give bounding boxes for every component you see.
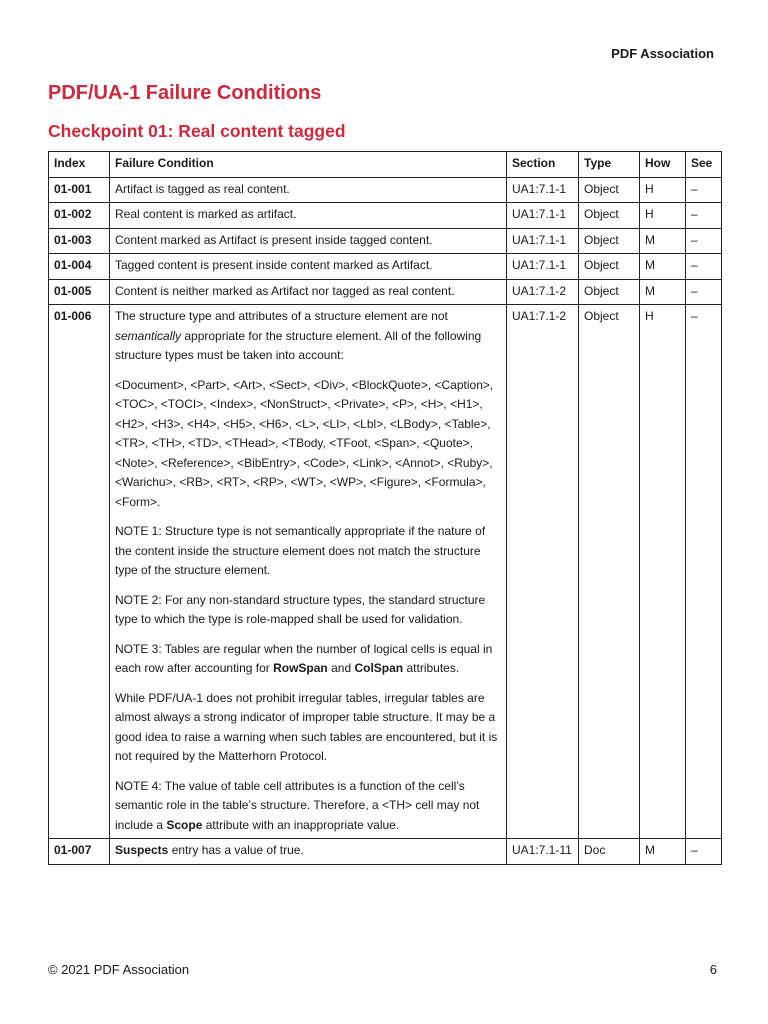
row-how: M	[640, 254, 686, 280]
keyword-colspan: ColSpan	[354, 661, 404, 675]
note-text: NOTE 3: Tables are regular when the number of logical cells is equal in each row after accounting for	[115, 641, 493, 675]
row-index: 01-001	[49, 177, 110, 203]
row-type: Object	[579, 279, 640, 305]
row-section: UA1:7.1-11	[507, 839, 579, 865]
row-see: –	[686, 305, 722, 839]
row-how: H	[640, 177, 686, 203]
table-row	[49, 177, 722, 203]
row-how: M	[640, 839, 686, 865]
page-title: PDF/UA-1 Failure Conditions	[48, 82, 322, 104]
row-section: UA1:7.1-1	[507, 254, 579, 280]
column-header-type: Type	[579, 152, 640, 178]
row-how: H	[640, 203, 686, 229]
table-row	[49, 228, 722, 254]
condition-text: entry has a value of true.	[168, 843, 304, 857]
column-header-failure-condition: Failure Condition	[110, 152, 507, 178]
row-condition: Tagged content is present inside content marked as Artifact.	[110, 254, 507, 280]
row-type: Object	[579, 254, 640, 280]
footer-copyright: © 2021 PDF Association	[48, 962, 190, 977]
note-text: attribute with an inappropriate value.	[202, 817, 400, 832]
note-1: NOTE 1: Structure type is not semantically appropriate if the nature of the content inside the structure element does not match the structure type of the structure element.	[115, 524, 486, 577]
note-4	[115, 777, 501, 836]
row-condition	[110, 305, 507, 839]
table-row	[49, 279, 722, 305]
row-section: UA1:7.1-1	[507, 228, 579, 254]
keyword-rowspan: RowSpan	[273, 661, 328, 675]
header-organization: PDF Association	[611, 46, 714, 61]
row-index: 01-005	[49, 279, 110, 305]
keyword-scope: Scope	[166, 817, 203, 832]
table-row	[49, 254, 722, 280]
checkpoint-title: Checkpoint 01: Real content tagged	[48, 121, 346, 141]
row-section: UA1:7.1-1	[507, 177, 579, 203]
irregular-tables-paragraph: While PDF/UA-1 does not prohibit irregular tables, irregular tables are almost always a strong indicator of improper table structure. It may be a good idea to raise a warning when such tables are encountered, but it is not required by the Matterhorn Protocol.	[115, 690, 498, 763]
row-section: UA1:7.1-1	[507, 203, 579, 229]
row-see: –	[686, 228, 722, 254]
row-type: Object	[579, 177, 640, 203]
row-how: H	[640, 305, 686, 839]
condition-paragraph	[115, 307, 501, 366]
failure-conditions-table	[48, 151, 722, 865]
column-header-how: How	[640, 152, 686, 178]
emphasis-text: semantically	[115, 328, 182, 343]
structure-types-list: <Document>, <Part>, <Art>, <Sect>, <Div>, <BlockQuote>, <Caption>, <TOC>, <TOCI>, <Index>, <NonStruct>, <Private>, <P>, <H>, <H1>, <H2>, <H3>, <H4>, <H5>, <H6>, <L>, <LI>, <Lbl>, <LBody>, <Table>, <TR>, <TH>, <TD>, <THead>, <TBody, <TFoot, <Span>, <Quote>, <Note>, <Reference>, <BibEntry>, <Code>, <Link>, <Annot>, <Ruby>, <Warichu>, <RB>, <RT>, <RP>, <WT>, <WP>, <Figure>, <Formula>, <Form>.	[115, 377, 494, 509]
table-row	[49, 305, 722, 839]
row-how: M	[640, 279, 686, 305]
row-see: –	[686, 177, 722, 203]
row-see: –	[686, 254, 722, 280]
row-section: UA1:7.1-2	[507, 305, 579, 839]
row-section: UA1:7.1-2	[507, 279, 579, 305]
keyword-suspects: Suspects	[115, 843, 169, 857]
row-how: M	[640, 228, 686, 254]
row-condition: Real content is marked as artifact.	[110, 203, 507, 229]
column-header-section: Section	[507, 152, 579, 178]
row-index: 01-007	[49, 839, 110, 865]
row-index: 01-006	[49, 305, 110, 839]
row-index: 01-003	[49, 228, 110, 254]
note-text: NOTE 4: The value of table cell attributes is a function of the cell’s semantic role in the table’s structure. Therefore, a <TH> cell may not include a	[115, 778, 480, 832]
row-condition	[110, 839, 507, 865]
table-row	[49, 839, 722, 865]
note-3	[115, 640, 501, 679]
row-index: 01-002	[49, 203, 110, 229]
table-row	[49, 203, 722, 229]
column-header-see: See	[686, 152, 722, 178]
note-2: NOTE 2: For any non-standard structure types, the standard structure type to which the type is role-mapped shall be used for validation.	[115, 592, 486, 626]
row-index: 01-004	[49, 254, 110, 280]
condition-text: appropriate for the structure element. All of the following structure types must be taken into account:	[115, 328, 482, 362]
row-see: –	[686, 279, 722, 305]
row-condition: Content is neither marked as Artifact nor tagged as real content.	[110, 279, 507, 305]
table-header-row	[49, 152, 722, 178]
row-type: Object	[579, 203, 640, 229]
page-number: 6	[709, 962, 717, 977]
column-header-index: Index	[49, 152, 110, 178]
note-text: and	[327, 661, 355, 675]
row-type: Object	[579, 305, 640, 839]
condition-text: The structure type and attributes of a structure element are not	[115, 309, 448, 323]
row-condition: Content marked as Artifact is present inside tagged content.	[110, 228, 507, 254]
row-see: –	[686, 839, 722, 865]
note-text: attributes.	[403, 661, 460, 675]
row-type: Object	[579, 228, 640, 254]
row-see: –	[686, 203, 722, 229]
row-type: Doc	[579, 839, 640, 865]
row-condition: Artifact is tagged as real content.	[110, 177, 507, 203]
